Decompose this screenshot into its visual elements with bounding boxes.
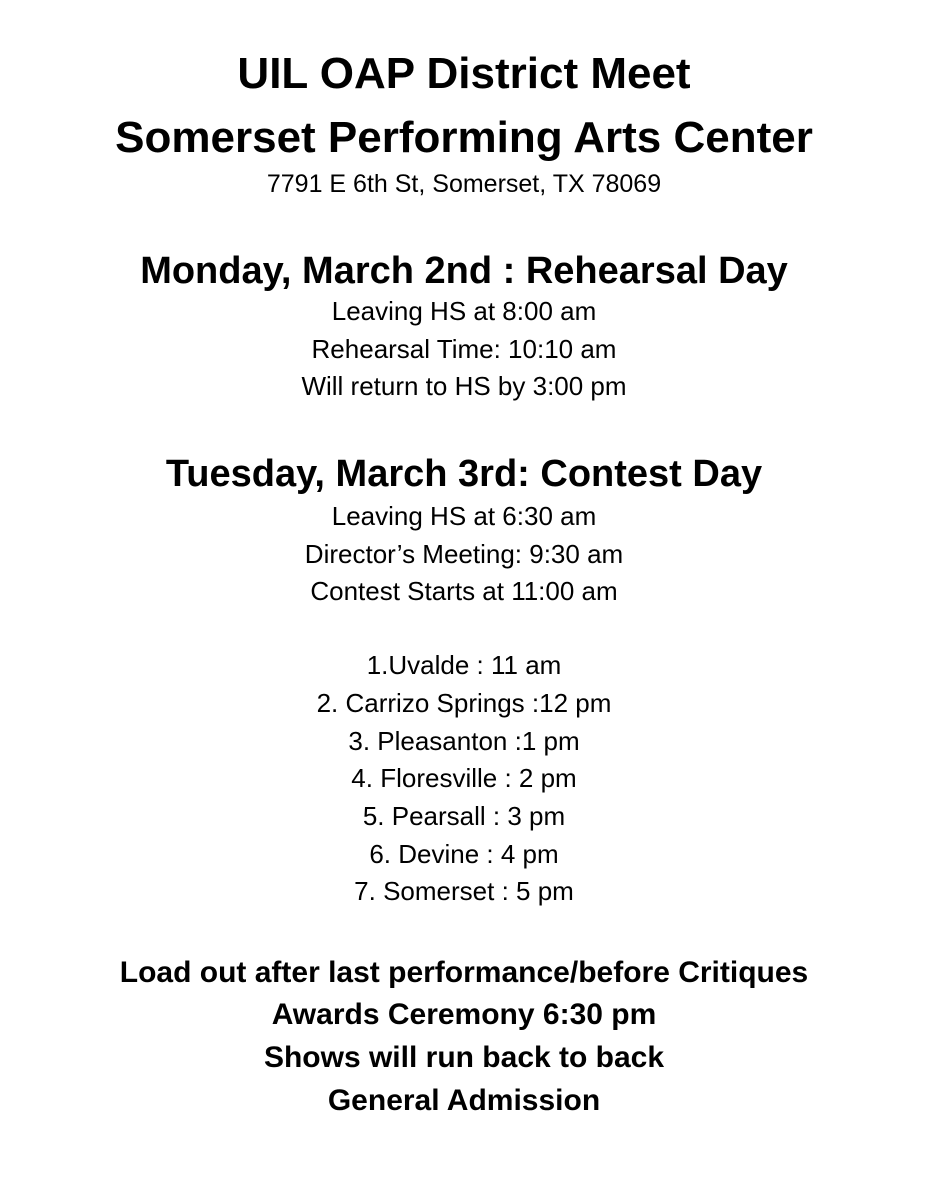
note-general-admission: General Admission bbox=[327, 1084, 601, 1117]
schedule-item: 4. Floresville : 2 pm bbox=[351, 763, 577, 793]
schedule-item: 6. Devine : 4 pm bbox=[369, 839, 559, 869]
contest-line-directors-meeting: Director’s Meeting: 9:30 am bbox=[304, 539, 624, 569]
rehearsal-line-time: Rehearsal Time: 10:10 am bbox=[311, 334, 617, 364]
rehearsal-line-leaving: Leaving HS at 8:00 am bbox=[331, 296, 597, 326]
contest-day-heading: Tuesday, March 3rd: Contest Day bbox=[165, 453, 763, 495]
venue-address: 7791 E 6th St, Somerset, TX 78069 bbox=[266, 170, 662, 198]
note-load-out: Load out after last performance/before Critiques bbox=[119, 956, 809, 989]
contest-line-start: Contest Starts at 11:00 am bbox=[310, 576, 618, 606]
schedule-item: 2. Carrizo Springs :12 pm bbox=[316, 688, 612, 718]
rehearsal-day-heading: Monday, March 2nd : Rehearsal Day bbox=[140, 250, 788, 292]
title-line-2: Somerset Performing Arts Center bbox=[115, 113, 813, 162]
rehearsal-line-return: Will return to HS by 3:00 pm bbox=[301, 371, 627, 401]
schedule-item: 7. Somerset : 5 pm bbox=[354, 876, 574, 906]
schedule-item: 1.Uvalde : 11 am bbox=[366, 650, 562, 680]
schedule-item: 5. Pearsall : 3 pm bbox=[362, 801, 566, 831]
schedule-item: 3. Pleasanton :1 pm bbox=[348, 726, 580, 756]
contest-line-leaving: Leaving HS at 6:30 am bbox=[331, 501, 597, 531]
title-line-1: UIL OAP District Meet bbox=[237, 49, 691, 98]
note-awards-ceremony: Awards Ceremony 6:30 pm bbox=[271, 998, 657, 1031]
note-back-to-back: Shows will run back to back bbox=[263, 1041, 665, 1074]
